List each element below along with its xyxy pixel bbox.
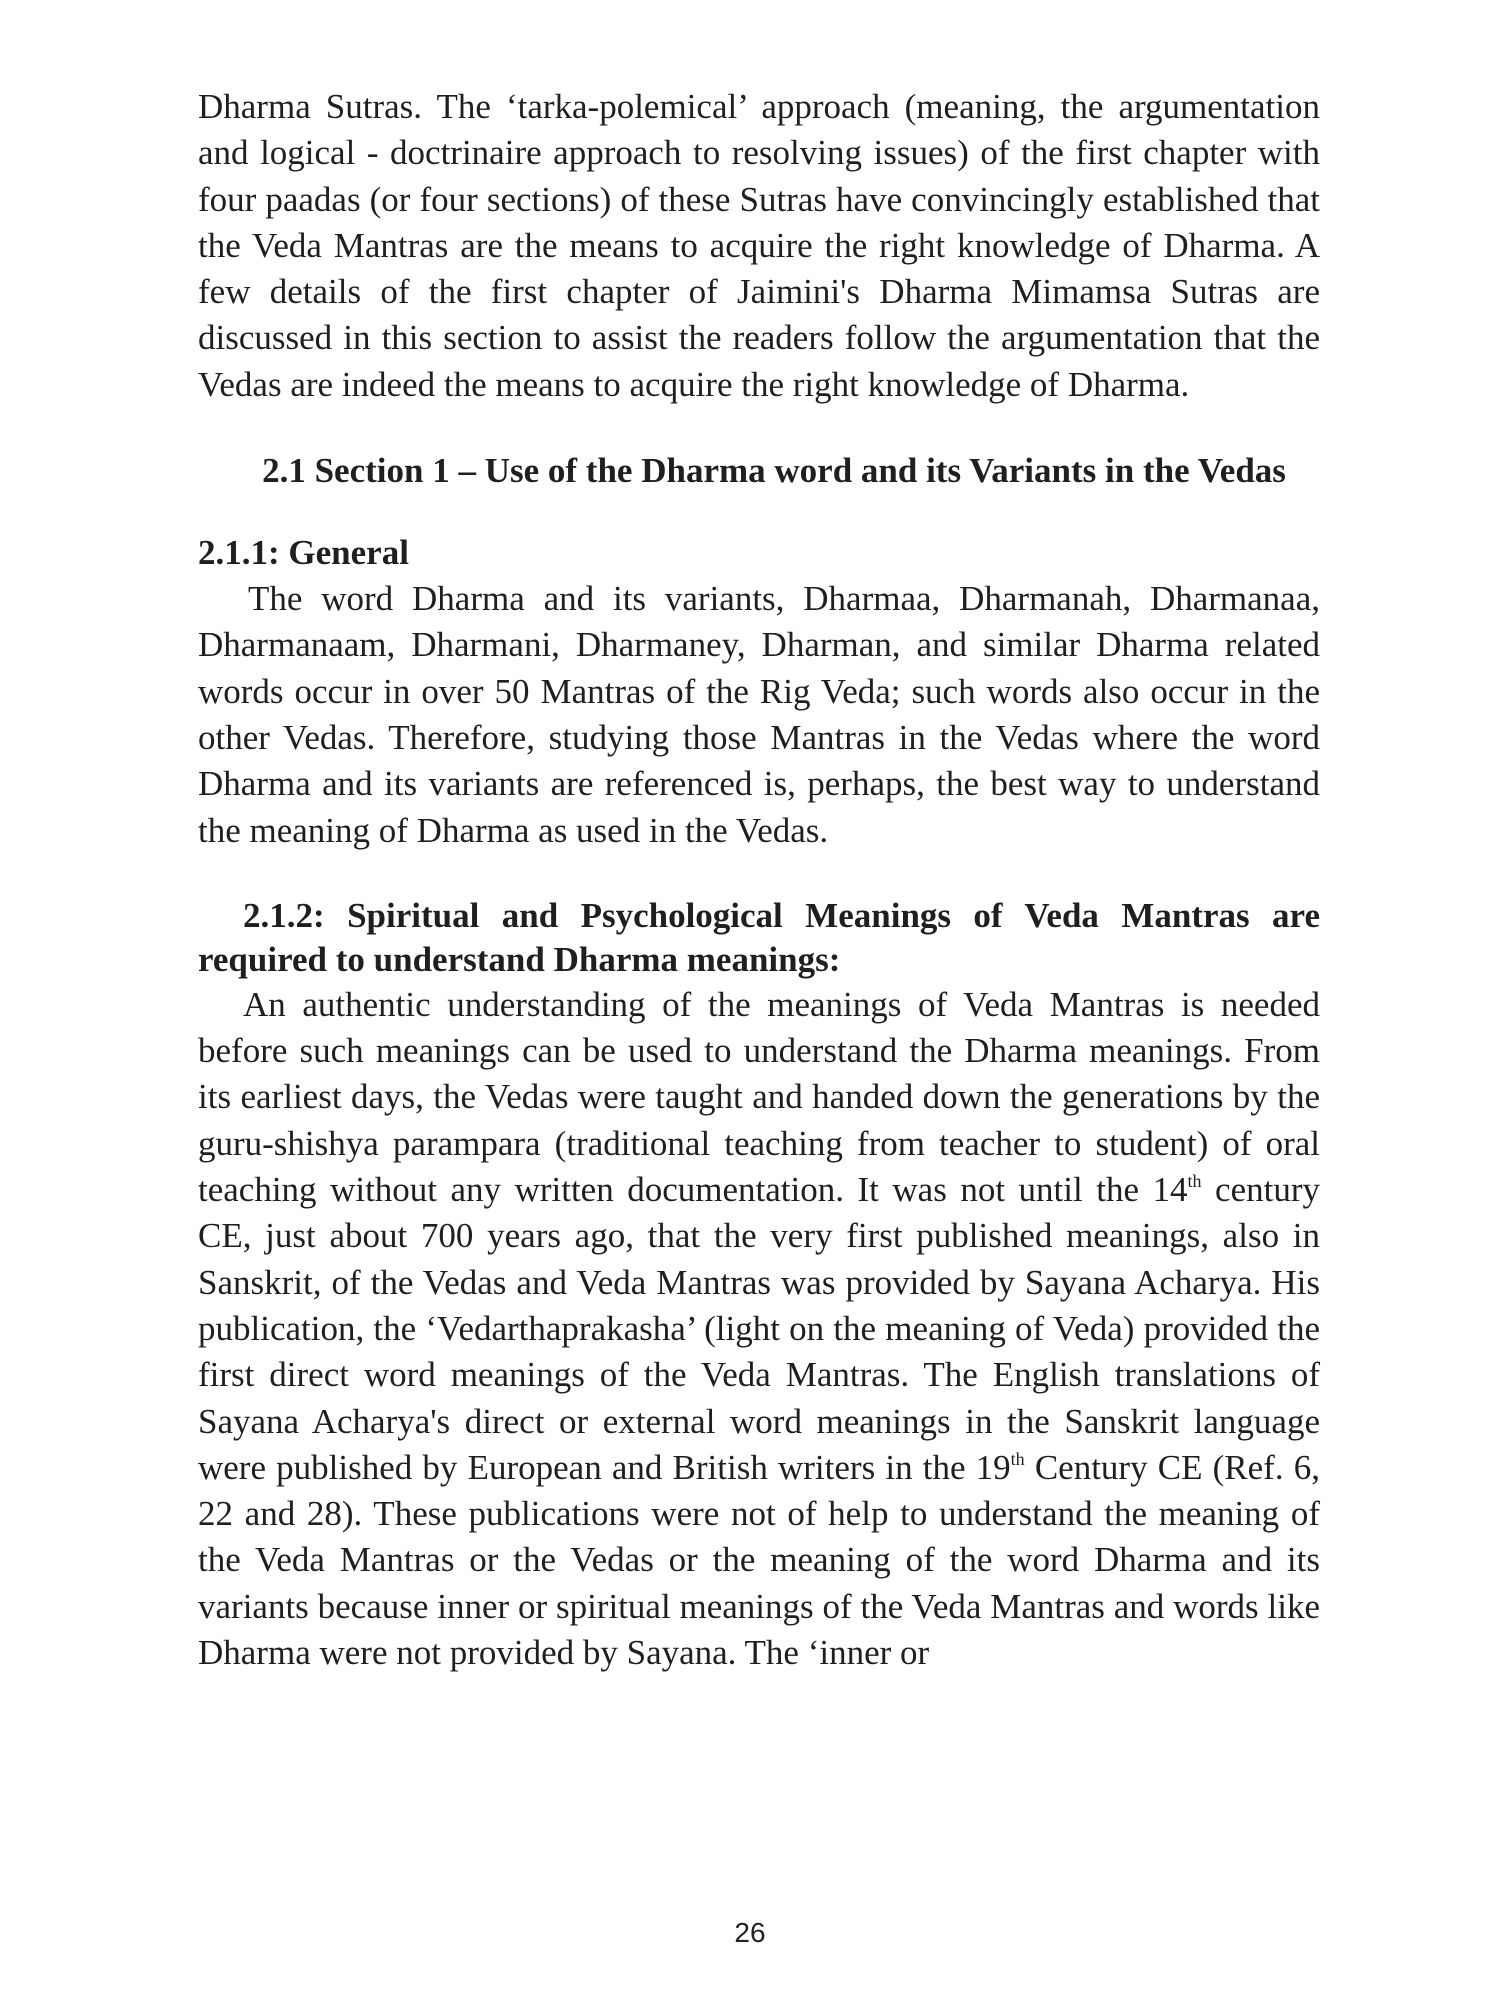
superscript-ordinal: th — [1187, 1171, 1202, 1192]
paragraph-text-part-1: An authentic understanding of the meanings of Veda Mantras is needed before such meanings can be used to understand the Dharma meanings. From its earliest days, the Vedas were taught and handed down the generations by the guru-shishya parampara (traditional teaching from teacher to student) of oral teaching without any written documentation. It was not until the 14 — [198, 984, 1320, 1210]
subsection-heading-2-1-2: 2.1.2: Spiritual and Psychological Meanings of Veda Mantras are required to understand Dharma meanings: — [198, 895, 1320, 979]
section-heading-2-1: 2.1 Section 1 – Use of the Dharma word and its Variants in the Vedas — [262, 451, 1286, 491]
paragraph-text-part-2: century CE, just about 700 years ago, that the very first published meanings, also in Sanskrit, of the Vedas and Veda Mantras was provided by Sayana Acharya. His publication, the ‘Vedarthaprakasha’ (light on the meaning of Veda) provided the first direct word meanings of the Veda Mantras. The English translations of Sayana Acharya's direct or external word meanings in the Sanskrit language were published by European and British writers in the 19 — [198, 1170, 1321, 1487]
general-paragraph: The word Dharma and its variants, Dharmaa, Dharmanah, Dharmanaa, Dharmanaam, Dharmani, Dharmaney, Dharman, and similar Dharma related words occur in over 50 Mantras of the Rig Veda; such words also occur in the other Vedas. Therefore, studying those Mantras in the Vedas where the word Dharma and its variants are referenced is, perhaps, the best way to understand the meaning of Dharma as used in the Vedas. — [198, 579, 1320, 850]
intro-paragraph: Dharma Sutras. The ‘tarka-polemical’ approach (meaning, the argumentation and logical - doctrinaire approach to resolving issues) of the first chapter with four paadas (or four sections) of these Sutras have convincingly established that the Veda Mantras are the means to acquire the right knowledge of Dharma. A few details of the first chapter of Jaimini's Dharma Mimamsa Sutras are discussed in this section to assist the readers follow the argumentation that the Vedas are indeed the means to acquire the right knowledge of Dharma. — [198, 87, 1320, 404]
page-body — [198, 84, 1320, 1676]
superscript-ordinal: th — [1010, 1448, 1025, 1469]
page-number: 26 — [734, 1917, 766, 1948]
subsection-heading-2-1-1: 2.1.1: General — [198, 533, 409, 573]
spiritual-meanings-paragraph — [198, 982, 1320, 1676]
paragraph-text-part-3: Century CE (Ref. 6, 22 and 28). These publications were not of help to understand the meaning of the Veda Mantras or the Vedas or the meaning of the word Dharma and its variants because inner or spiritual meanings of the Veda Mantras and words like Dharma were not provided by Sayana. The ‘inner or — [198, 1447, 1320, 1673]
